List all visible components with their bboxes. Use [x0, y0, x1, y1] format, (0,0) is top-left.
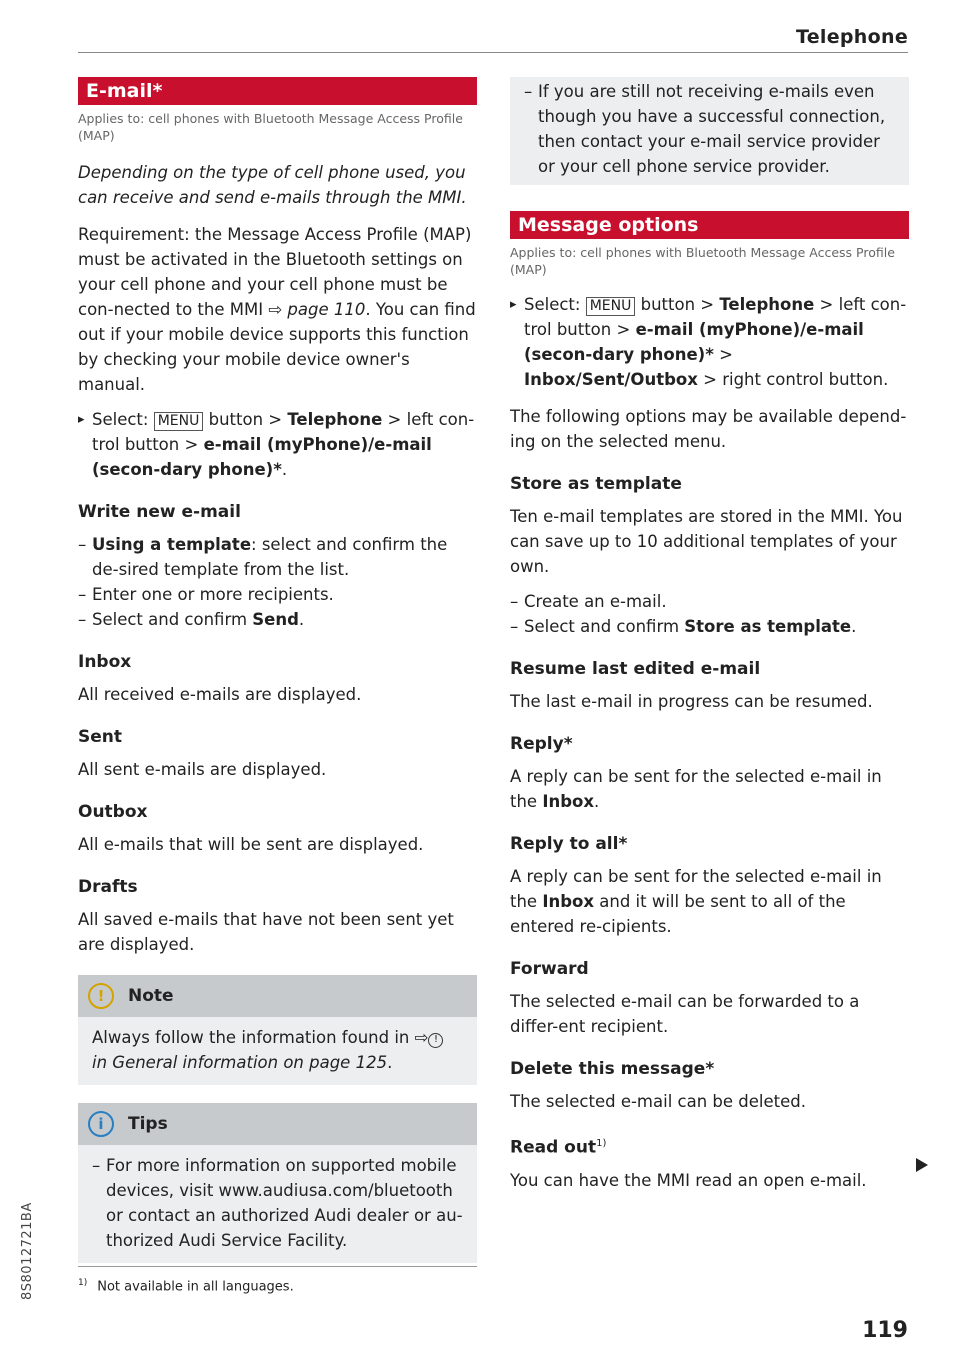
resume-text: The last e-mail in progress can be resumed. — [510, 692, 873, 711]
heading-resume: Resume last edited e-mail — [510, 659, 761, 679]
forward-text: The selected e-mail can be forwarded to a differ-ent recipient. — [510, 992, 860, 1036]
heading-read-out: Read out$^{1)}$ — [510, 1137, 607, 1158]
read-out-text: You can have the MMI read an open e-mail. — [510, 1170, 867, 1190]
footnote-mark: 1) — [596, 1138, 607, 1149]
heading-drafts: Drafts — [78, 877, 138, 897]
tips-box — [78, 1103, 477, 1263]
store-steps — [510, 589, 909, 639]
outbox-text: All e-mails that will be sent are displayed. — [78, 835, 424, 854]
note-header — [78, 975, 477, 1017]
tips-header — [78, 1103, 477, 1145]
heading-delete: Delete this message* — [510, 1059, 715, 1079]
tips-text: – For more information on supported mobile devices, visit www.audiusa.com/bluetooth or contact an authorized Audi dealer or au-thorized Audi Service Facility. — [92, 1153, 463, 1253]
intro-text: Depending on the type of cell phone used, you can receive and send e-mails through the MMI. — [78, 163, 467, 207]
page-ref-link[interactable]: ⇨ page 110 — [268, 300, 366, 319]
select-steps — [510, 292, 909, 392]
heading-write-new: Write new e-mail — [78, 502, 241, 522]
list-item: – Enter one or more recipients. — [78, 582, 477, 607]
select-step: ▸ Select: MENU button > Telephone > left con-trol button > e-mail (myPhone)/e-mail (secon-dary phone)*. — [78, 407, 477, 482]
select-steps — [78, 407, 477, 482]
applies-note: Applies to: cell phones with Bluetooth Message Access Profile (MAP) — [510, 245, 895, 277]
note-ref-link[interactable]: in General information on page 125 — [92, 1053, 388, 1072]
select-step: ▸ Select: MENU button > Telephone > left con-trol button > e-mail (myPhone)/e-mail (secon-dary phone)* > Inbox/Sent/Outbox > right control button. — [510, 292, 909, 392]
heading-store-template: Store as template — [510, 474, 682, 494]
tips-title: Tips — [128, 1114, 168, 1134]
store-text: Ten e-mail templates are stored in the MMI. You can save up to 10 additional templates of your own. — [510, 507, 903, 576]
list-item: – Create an e-mail. — [510, 589, 909, 614]
reply-all-text: A reply can be sent for the selected e-mail in the Inbox and it will be sent to all of the entered re-cipients. — [510, 867, 882, 936]
note-text: Always follow the information found in ⇨ ! in General information on page 125. — [92, 1025, 463, 1075]
heading-reply-all: Reply to all* — [510, 834, 628, 854]
heading-outbox: Outbox — [78, 802, 148, 822]
page-number: 119 — [862, 1318, 908, 1343]
footnote: $^{1)}$ Not available in all languages. — [78, 1278, 294, 1295]
left-column — [78, 77, 477, 1263]
requirement-text: Requirement: the Message Access Profile (MAP) must be activated in the Bluetooth settings on your cell phone and your cell phone must be con-nected to the MMI ⇨ page 110. You can find out if your mobile device supports this function by checking your mobile device owner's manual. — [78, 225, 476, 394]
section-title-email: E-mail* — [78, 77, 477, 105]
heading-reply: Reply* — [510, 734, 573, 754]
options-intro: The following options may be available depend-ing on the selected menu. — [510, 407, 907, 451]
note-ref-icon: ! — [428, 1033, 443, 1048]
warning-icon: ! — [88, 983, 114, 1009]
heading-inbox: Inbox — [78, 652, 132, 672]
note-box — [78, 975, 477, 1085]
document-code: 8S8012721BA — [20, 1202, 35, 1300]
menu-key: MENU — [154, 412, 204, 431]
continued-text: – If you are still not receiving e-mails even though you have a successful connection, then contact your e-mail service provider or your cell phone service provider. — [524, 79, 895, 179]
continued-box — [510, 77, 909, 185]
footnote-divider — [78, 1266, 477, 1267]
section-title-message-options: Message options — [510, 211, 909, 239]
sent-text: All sent e-mails are displayed. — [78, 760, 327, 779]
continue-arrow-icon — [916, 1158, 928, 1172]
write-steps — [78, 532, 477, 632]
info-icon: i — [88, 1111, 114, 1137]
right-column — [510, 77, 909, 1193]
list-item: – Select and confirm Store as template. — [510, 614, 909, 639]
note-title: Note — [128, 986, 174, 1006]
heading-forward: Forward — [510, 959, 589, 979]
menu-key: MENU — [586, 297, 636, 316]
reply-text: A reply can be sent for the selected e-mail in the Inbox. — [510, 767, 882, 811]
applies-note: Applies to: cell phones with Bluetooth Message Access Profile (MAP) — [78, 111, 463, 143]
list-item: – Using a template: select and confirm the de-sired template from the list. — [78, 532, 477, 582]
inbox-text: All received e-mails are displayed. — [78, 685, 362, 704]
heading-sent: Sent — [78, 727, 123, 747]
header-divider — [78, 52, 908, 53]
drafts-text: All saved e-mails that have not been sent yet are displayed. — [78, 910, 454, 954]
delete-text: The selected e-mail can be deleted. — [510, 1092, 806, 1111]
page-header-title: Telephone — [795, 26, 908, 48]
list-item: – Select and confirm Send. — [78, 607, 477, 632]
